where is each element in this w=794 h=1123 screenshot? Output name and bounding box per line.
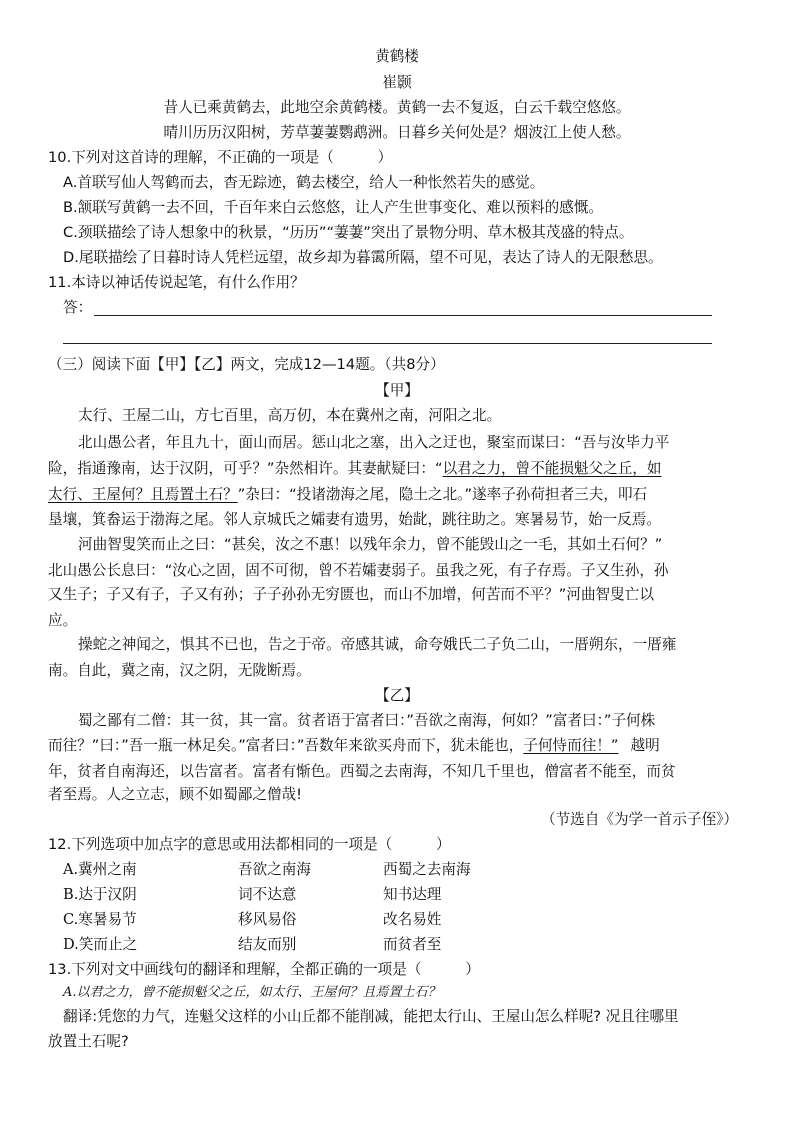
passage-jia-p2-line1: 北山愚公者，年且九十，面山而居。惩山北之塞，出入之迂也，聚室而谋曰：“吾与汝毕力平 <box>78 434 670 451</box>
passage-yi-line2: 而往？”曰：”吾一瓶一林足矣。”富者曰：”吾数年来欲买舟而下，犹未能也，子何恃而往！” 越明 <box>48 737 660 754</box>
passage-yi-label: 【乙】 <box>375 687 419 704</box>
passage-jia-p2-line2: 险，指通豫南，达于汉阴，可乎？”杂然相许。其妻献疑曰：“以君之力，曾不能损魁父之丘，如 <box>48 460 662 477</box>
underlined-sentence-part1: 以君之力，曾不能损魁父之丘，如 <box>442 460 662 477</box>
question-10-option-d: D.尾联描绘了日暮时诗人凭栏远望，故乡却为暮霭所隔，望不可见，表达了诗人的无限愁思。 <box>63 249 663 266</box>
question-12-stem: 12.下列选项中加点字的意思或用法都相同的一项是（ ） <box>48 836 451 853</box>
answer-line-2[interactable] <box>63 343 712 344</box>
question-10-option-b: B.颔联写黄鹤一去不回，千百年来白云悠悠，让人产生世事变化、难以预料的感慨。 <box>63 199 604 216</box>
passage-jia-p3-line2: 北山愚公长息曰：“汝心之固，固不可彻，曾不若孀妻弱子。虽我之死，有子存焉。子又生孙，孙 <box>48 562 669 579</box>
q12-option-c-3: 改名易姓 <box>383 911 442 928</box>
answer-label: 答： <box>63 299 93 316</box>
passage-jia-p3-line4: 应。 <box>48 612 78 629</box>
poem-title: 黄鹤楼 <box>375 48 419 65</box>
q12-option-d-3: 而贫者至 <box>383 936 442 953</box>
question-11-stem: 11.本诗以神话传说起笔，有什么作用？ <box>48 274 305 291</box>
poem-line-1: 昔人已乘黄鹤去，此地空余黄鹤楼。黄鹤一去不复返，白云千载空悠悠。 <box>163 99 631 116</box>
passage-jia-p4-line2: 南。自此，冀之南，汉之阴，无陇断焉。 <box>48 662 311 679</box>
q12-option-c-1: C.寒暑易节 <box>63 911 137 928</box>
q12-option-c-2: 移风易俗 <box>238 911 297 928</box>
passage-jia-p2-line4: 垦壤，箕畚运于渤海之尾。邻人京城氏之孀妻有遗男，始龀，跳往助之。寒暑易节，始一反焉。 <box>48 511 661 528</box>
section-3-header: （三）阅读下面【甲】【乙】两文，完成12—14题。（共8分） <box>48 356 445 373</box>
question-13-option-a-quote: A.以君之力，曾不能损魁父之丘，如太行、王屋何？且焉置土石？ <box>63 985 441 1000</box>
passage-yi-line1: 蜀之鄙有二僧：其一贫，其一富。贫者语于富者曰：”吾欲之南海，何如？”富者曰：”子何株 <box>78 712 656 729</box>
poem-line-2: 晴川历历汉阳树，芳草萋萋鹦鹉洲。日暮乡关何处是？烟波江上使人愁。 <box>163 124 631 141</box>
question-10-option-a: A.首联写仙人驾鹤而去，杳无踪迹，鹤去楼空，给人一种怅然若失的感觉。 <box>63 174 545 191</box>
poem-author: 崔颢 <box>382 74 412 91</box>
passage-yi-line3: 年，贫者自南海还，以告富者。富者有惭色。西蜀之去南海，不知几千里也，僧富者不能至，而贫 <box>48 763 676 780</box>
q12-option-a-3: 西蜀之去南海 <box>383 861 471 878</box>
q12-option-a-2: 吾欲之南海 <box>238 861 311 878</box>
passage-jia-label: 【甲】 <box>375 382 419 399</box>
passage-jia-p4-line1: 操蛇之神闻之，惧其不已也，告之于帝。帝感其诚，命夸娥氏二子负二山，一厝朔东，一厝雍 <box>78 636 677 653</box>
underlined-sentence-yi: 子何恃而往！” <box>523 737 619 754</box>
q12-option-b-1: B.达于汉阴 <box>63 886 137 903</box>
question-10-option-c: C.颈联描绘了诗人想象中的秋景，“历历”“萋萋”突出了景物分明、草木极其茂盛的特点。 <box>63 224 634 241</box>
q12-option-d-2: 结友而别 <box>238 936 297 953</box>
question-10-stem: 10.下列对这首诗的理解，不正确的一项是（ ） <box>48 149 393 166</box>
question-13-translation-line1: 翻译:凭您的力气，连魁父这样的小山丘都不能削减，能把太行山、王屋山怎么样呢? 况且往哪里 <box>63 1008 679 1025</box>
answer-line-1[interactable] <box>94 315 712 316</box>
question-13-stem: 13.下列对文中画线句的翻译和理解，全都正确的一项是（ ） <box>48 961 480 978</box>
passage-source: （节选自《为学一首示子侄》） <box>540 811 738 828</box>
q12-option-b-3: 知书达理 <box>383 886 442 903</box>
passage-jia-p3-line1: 河曲智叟笑而止之曰：“甚矣，汝之不惠！以残年余力，曾不能毁山之一毛，其如土石何？” <box>78 536 663 553</box>
question-13-translation-line2: 放置土石呢? <box>48 1033 129 1050</box>
q12-option-a-1: A.冀州之南 <box>63 861 137 878</box>
q12-option-b-2: 词不达意 <box>238 886 297 903</box>
passage-jia-p2-line3: 太行、王屋何？且焉置土石？”杂曰：“投诸渤海之尾，隐土之北。”遂率子孙荷担者三夫，叩石 <box>48 486 648 503</box>
q12-option-d-1: D.笑而止之 <box>63 936 138 953</box>
passage-jia-p3-line3: 又生子；子又有子，子又有孙；子子孙孙无穷匮也，而山不加增，何苦而不平？”河曲智叟亡以 <box>48 586 654 603</box>
passage-yi-line4: 者至焉。人之立志，顾不如蜀鄙之僧哉! <box>48 786 302 803</box>
underlined-sentence-part2: 太行、王屋何？且焉置土石？ <box>48 486 238 503</box>
passage-jia-p1: 太行、王屋二山，方七百里，高万仞，本在冀州之南，河阳之北。 <box>78 407 502 424</box>
